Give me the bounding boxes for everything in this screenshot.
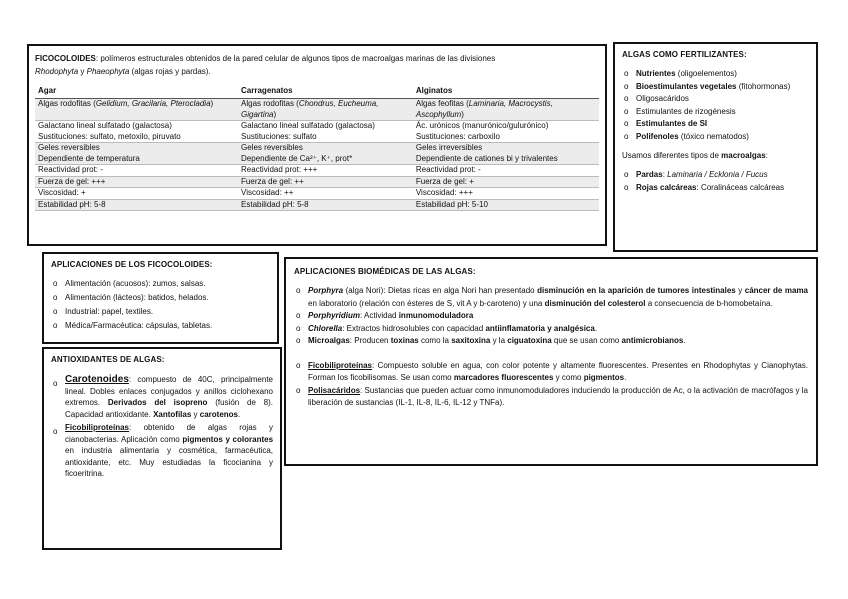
header-alginatos: Alginatos (413, 83, 599, 99)
fertilizantes-list (622, 68, 809, 143)
list-item-porphyra: o Porphyra (alga Nori): Dietas ricas en alga Nori han presentado disminución en la aparición de tumores intestinales y cáncer de mama en laboratorio (relación con ésteres de S, vit A y b-caroteno) y una disminución del colesterol a consecuencia de b-homobetaína. (294, 285, 808, 310)
table-row: Galactano lineal sulfatado (galactosa) Sustituciones: sulfato, metoxilo, piruvato Galactano lineal sulfatado (galactosa) Sustituciones: sulfato Ác. urónicos (manurónico/gulurónico) Sustituciones: carboxilo (35, 121, 599, 143)
macroalgas-list (622, 169, 809, 194)
list-item: o Pardas: Laminaria / Ecklonia / Fucus (622, 169, 809, 182)
table-row: Algas rodofitas (Gelidium, Gracilaria, Pterocladia) Algas rodofitas (Chondrus, Eucheuma, Gigartina) Algas feofitas (Laminaria, Macrocystis, Ascophyllum) (35, 99, 599, 121)
table-row: Fuerza de gel: +++ Fuerza de gel: ++ Fuerza de gel: + (35, 176, 599, 188)
list-item-chlorella: o Chlorella: Extractos hidrosolubles con capacidad antiinflamatoria y analgésica. (294, 323, 808, 336)
list-item-polisacaridos: o Polisacáridos: Sustancias que pueden actuar como inmunomoduladores induciendo la producción de Ac, o la activación de macrófagos y la liberación de sustancias (IL-1, IL-8, IL-6, IL-12 y TNFa). (294, 385, 808, 410)
list-item: o Alimentación (lácteos): batidos, helados. (51, 291, 270, 305)
list-item-microalgas: o Microalgas: Producen toxinas como la saxitoxina y la ciguatoxina que se usan como antimicrobianos. (294, 335, 808, 348)
antioxidantes-title: ANTIOXIDANTES DE ALGAS: (51, 355, 165, 364)
fertilizantes-box (613, 42, 818, 252)
list-item: o Nutrientes (oligoelementos) (622, 68, 809, 81)
list-item: o Polifenoles (tóxico nematodos) (622, 131, 809, 144)
ficocoloides-title: FICOCOLOIDES (35, 54, 96, 63)
aplicaciones-list (51, 277, 270, 333)
aplicaciones-box (42, 252, 279, 344)
list-item-porphyridium: o Porphyridium: Actividad inmunomoduladora (294, 310, 808, 323)
biomedicas-title: APLICACIONES BIOMÉDICAS DE LAS ALGAS: (294, 267, 476, 276)
antioxidantes-list (51, 374, 273, 480)
header-agar: Agar (35, 83, 238, 99)
list-item: o Estimulantes de SI (622, 118, 809, 131)
list-item: o Alimentación (acuosos): zumos, salsas. (51, 277, 270, 291)
list-item: o Oligosacáridos (622, 93, 809, 106)
table-row: Reactividad prot: - Reactividad prot: +++ Reactividad prot: - (35, 165, 599, 177)
list-item-carotenoides: o Carotenoides: compuesto de 40C, principalmente lineal. Dobles enlaces conjugados y anillos ciclohexano extremos. Derivados del isopreno (fusión de 8). Capacidad antioxidante. Xantofilas y carotenos. (51, 374, 273, 420)
header-carragenatos: Carragenatos (238, 83, 413, 99)
antioxidantes-box (42, 347, 282, 550)
list-item-ficobiliproteinas: o Ficobiliproteínas: obtenido de algas rojas y cianobacterias. Aplicación como pigmentos y colorantes en industria alimentaria y cosmética, farmacéutica, antioxidante, etc. Muy estudiadas la ficocianina y ficoeritrina. (51, 422, 273, 480)
list-item: o Rojas calcáreas: Coralináceas calcáreas (622, 182, 809, 195)
aplicaciones-title: APLICACIONES DE LOS FICOCOLOIDES: (51, 260, 213, 269)
list-item-ficobiliproteinas: o Ficobiliproteínas: Compuesto soluble en agua, con color potente y altamente fluorescentes. Presentes en Rhodophytas y Cianophytas. Forman los ficobilisomas. Se usan como marcadores fluorescentes y como pigmentos. (294, 360, 808, 385)
list-item: o Médica/Farmacéutica: cápsulas, tabletas. (51, 319, 270, 333)
biomedicas-list (294, 285, 808, 410)
ficocoloides-table (35, 83, 599, 211)
ficocoloides-box (27, 44, 607, 246)
biomedicas-box (284, 257, 818, 466)
table-header-row (35, 83, 599, 99)
table-row: Estabilidad pH: 5-8 Estabilidad pH: 5-8 Estabilidad pH: 5-10 (35, 199, 599, 211)
fertilizantes-title: ALGAS COMO FERTILIZANTES: (622, 50, 747, 59)
list-item: o Industrial: papel, textiles. (51, 305, 270, 319)
macroalgas-note: Usamos diferentes tipos de macroalgas: (622, 151, 768, 160)
list-item: o Estimulantes de rizogénesis (622, 106, 809, 119)
list-item: o Bioestimulantes vegetales (fitohormonas) (622, 81, 809, 94)
ficocoloides-intro: FICOCOLOIDES: polímeros estructurales obtenidos de la pared celular de algunos tipos de macroalgas marinas de las divisiones Rhodophyta y Phaeophyta (algas rojas y pardas). (35, 54, 496, 76)
table-row: Viscosidad: + Viscosidad: ++ Viscosidad: +++ (35, 188, 599, 200)
table-row: Geles reversibles Dependiente de temperatura Geles reversibles Dependiente de Ca²⁺, K⁺, prot* Geles irreversibles Dependiente de cationes bi y trivalentes (35, 143, 599, 165)
